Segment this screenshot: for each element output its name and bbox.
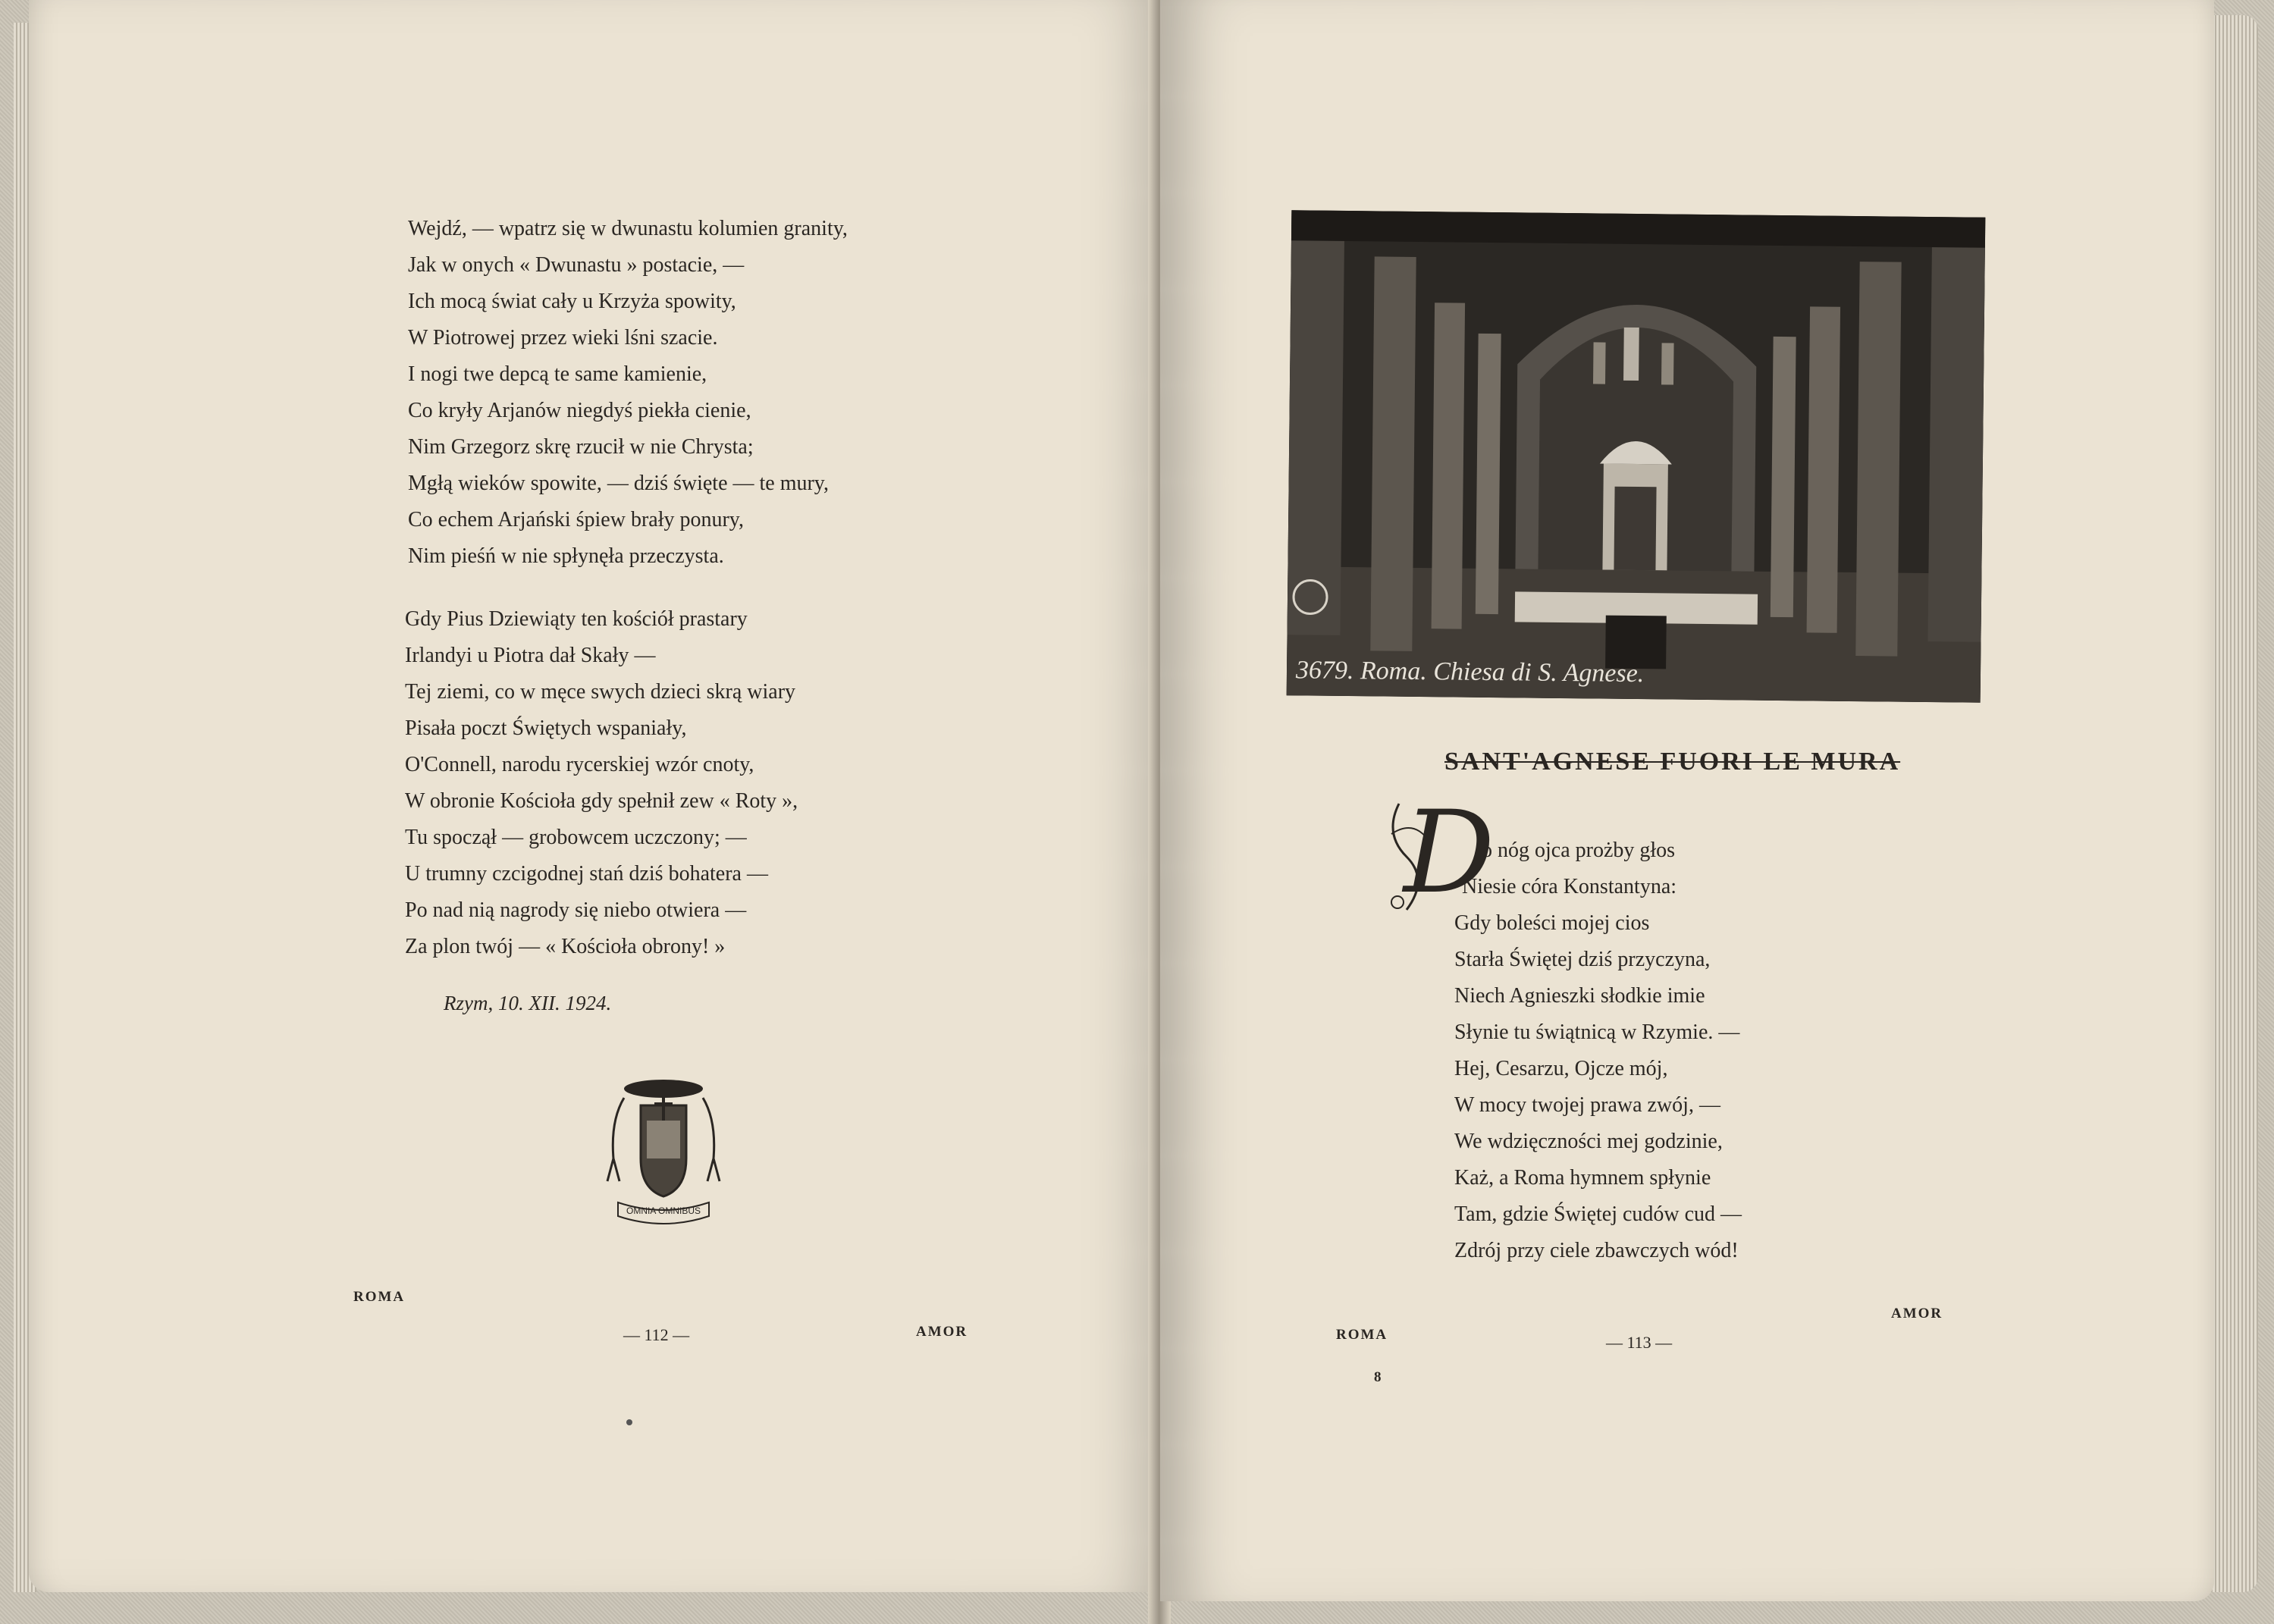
signature-mark: 8 [1374,1369,1383,1385]
poem-line: I nogi twe depcą te same kamienie, [408,362,707,386]
poem-line: Tu spoczął — grobowcem uczczony; — [405,826,747,849]
poem-line: Wejdź, — wpatrz się w dwunastu kolumien granity, [408,217,848,240]
poem-line: Tej ziemi, co w męce swych dzieci skrą wiary [405,680,796,704]
poem-line: We wdzięczności mej godzinie, [1454,1130,1723,1153]
ink-dot [626,1419,632,1425]
poem-line: Mgłą wieków spowite, — dziś święte — te mury, [408,472,829,495]
right-poem [1454,832,1742,1269]
footer-right-roma: ROMA [1336,1327,1388,1343]
poem-line: Po nad nią nagrody się niebo otwiera — [405,898,747,922]
poem-line: W mocy twojej prawa zwój, — [1454,1093,1720,1117]
poem-line: Każ, a Roma hymnem spłynie [1454,1166,1711,1190]
footer-left-roma: ROMA [353,1289,406,1305]
footer-left-amor: AMOR [916,1324,968,1340]
poem-line: Niech Agnieszki słodkie imie [1454,984,1705,1008]
crest-motto: OMNIA OMNIBUS [626,1205,701,1216]
poem-line: Irlandyi u Piotra dał Skały — [405,644,656,667]
poem-line: o nóg ojca prożby głos [1482,839,1676,862]
poem-line: Starła Świętej dziś przyczyna, [1454,948,1711,971]
page-number-right: — 113 — [1606,1333,1673,1352]
church-interior-photo [1287,210,1986,703]
poem-line: Ich mocą świat cały u Krzyża spowity, [408,290,736,313]
poem-line: Hej, Cesarzu, Ojcze mój, [1454,1057,1668,1080]
poem-line: Pisała poczt Świętych wspaniały, [405,716,687,740]
photo-caption: 3679. Roma. Chiesa di S. Agnese. [1295,656,1645,688]
poem-line: Co kryły Arjanów niegdyś piekła cienie, [408,399,751,422]
poem-line: O'Connell, narodu rycerskiej wzór cnoty, [405,753,754,776]
poem-line: Nim Grzegorz skrę rzucił w nie Chrysta; [408,435,754,459]
poem-line: Co echem Arjański śpiew brały ponury, [408,508,744,531]
poem-date: Rzym, 10. XII. 1924. [444,992,612,1014]
poem-line: Gdy boleści mojej cios [1454,911,1650,935]
poem-line: Gdy Pius Dziewiąty ten kościół prastary [405,607,748,631]
poem-line: Zdrój przy ciele zbawczych wód! [1454,1239,1739,1262]
poem-line: Tam, gdzie Świętej cudów cud — [1454,1202,1742,1226]
left-stanza-2 [405,601,798,965]
page-number-left: — 112 — [623,1325,690,1344]
poem-line: Jak w onych « Dwunastu » postacie, — [408,253,745,277]
poem-line: W Piotrowej przez wieki lśni szacie. [408,326,718,350]
left-stanza-1 [408,211,848,575]
poem-line: Za plon twój — « Kościoła obrony! » [405,935,726,958]
poem-title: SANT'AGNESE FUORI LE MURA [1444,748,1901,776]
poem-line: Nim pieśń w nie spłynęła przeczysta. [408,544,724,568]
initial-letter: D [1404,787,1495,919]
poem-line: U trumny czcigodnej stań dziś bohatera — [405,862,768,886]
coat-of-arms-icon [603,1075,724,1234]
poem-line: Słynie tu świątnicą w Rzymie. — [1454,1020,1740,1044]
poem-line: Niesie córa Konstantyna: [1462,875,1677,898]
poem-line: W obronie Kościoła gdy spełnił zew « Roty », [405,789,798,813]
footer-right-amor: AMOR [1891,1306,1943,1321]
